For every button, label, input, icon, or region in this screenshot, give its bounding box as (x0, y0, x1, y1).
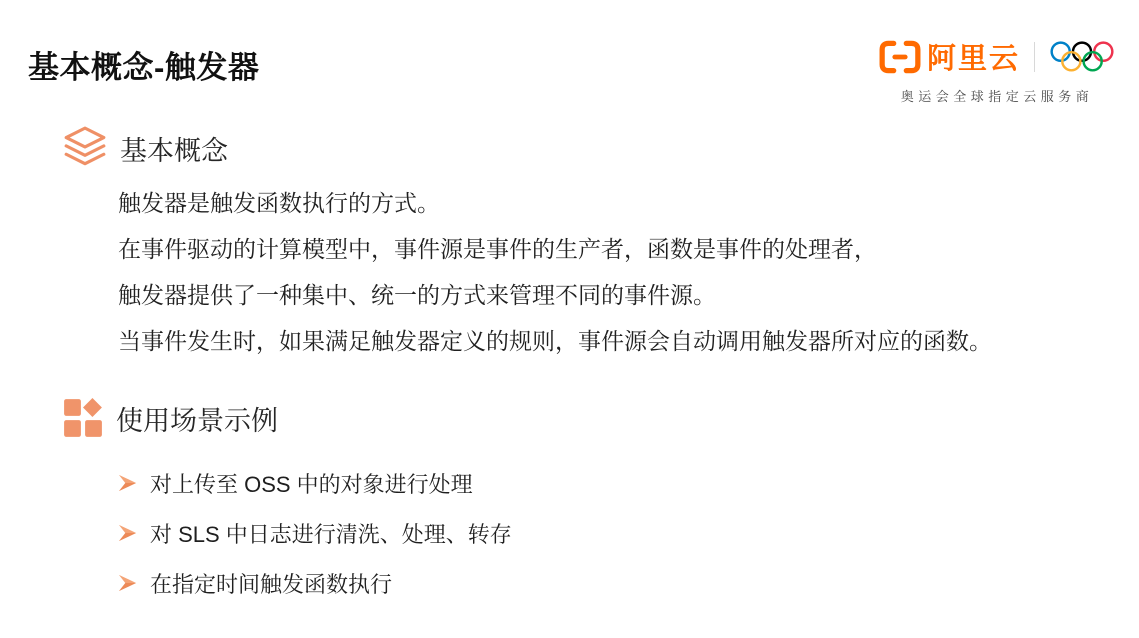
arrow-bullet-icon (118, 523, 138, 543)
brand-name: 阿里云 (926, 43, 1020, 75)
section-basic-concept (62, 124, 992, 364)
paragraph-line: 当事件发生时，如果满足触发器定义的规则，事件源会自动调用触发器所对应的函数。 (118, 328, 992, 354)
list-item (118, 508, 512, 558)
brand-tagline: 奥运会全球指定云服务商 (900, 89, 1094, 104)
brand-block (879, 36, 1115, 105)
alibaba-cloud-logo-icon (879, 40, 921, 74)
bullet-text: 在指定时间触发函数执行 (150, 571, 393, 597)
arrow-bullet-icon (118, 473, 138, 493)
bullet-text: 对 SLS 中日志进行清洗、处理、转存 (150, 521, 512, 547)
brand-divider (1034, 42, 1035, 72)
section-use-cases (62, 394, 512, 608)
brand-row (879, 36, 1115, 77)
section-head (62, 124, 992, 172)
section-heading: 使用场景示例 (116, 405, 278, 436)
bullet-list (118, 458, 512, 608)
bullet-text: 对上传至 OSS 中的对象进行处理 (150, 471, 473, 497)
paragraph-line: 在事件驱动的计算模型中，事件源是事件的生产者，函数是事件的处理者， (118, 236, 877, 262)
paragraph-line: 触发器提供了一种集中、统一的方式来管理不同的事件源。 (118, 282, 716, 308)
section-heading: 基本概念 (120, 135, 228, 166)
grid-icon (62, 397, 104, 439)
list-item (118, 558, 512, 608)
paragraph-line: 触发器是触发函数执行的方式。 (118, 190, 440, 216)
section-head (62, 394, 512, 442)
paragraphs (118, 180, 992, 364)
arrow-bullet-icon (118, 573, 138, 593)
olympic-rings-icon (1049, 39, 1115, 75)
page-title: 基本概念-触发器 (28, 50, 260, 85)
layers-icon (62, 125, 108, 171)
list-item (118, 458, 512, 508)
